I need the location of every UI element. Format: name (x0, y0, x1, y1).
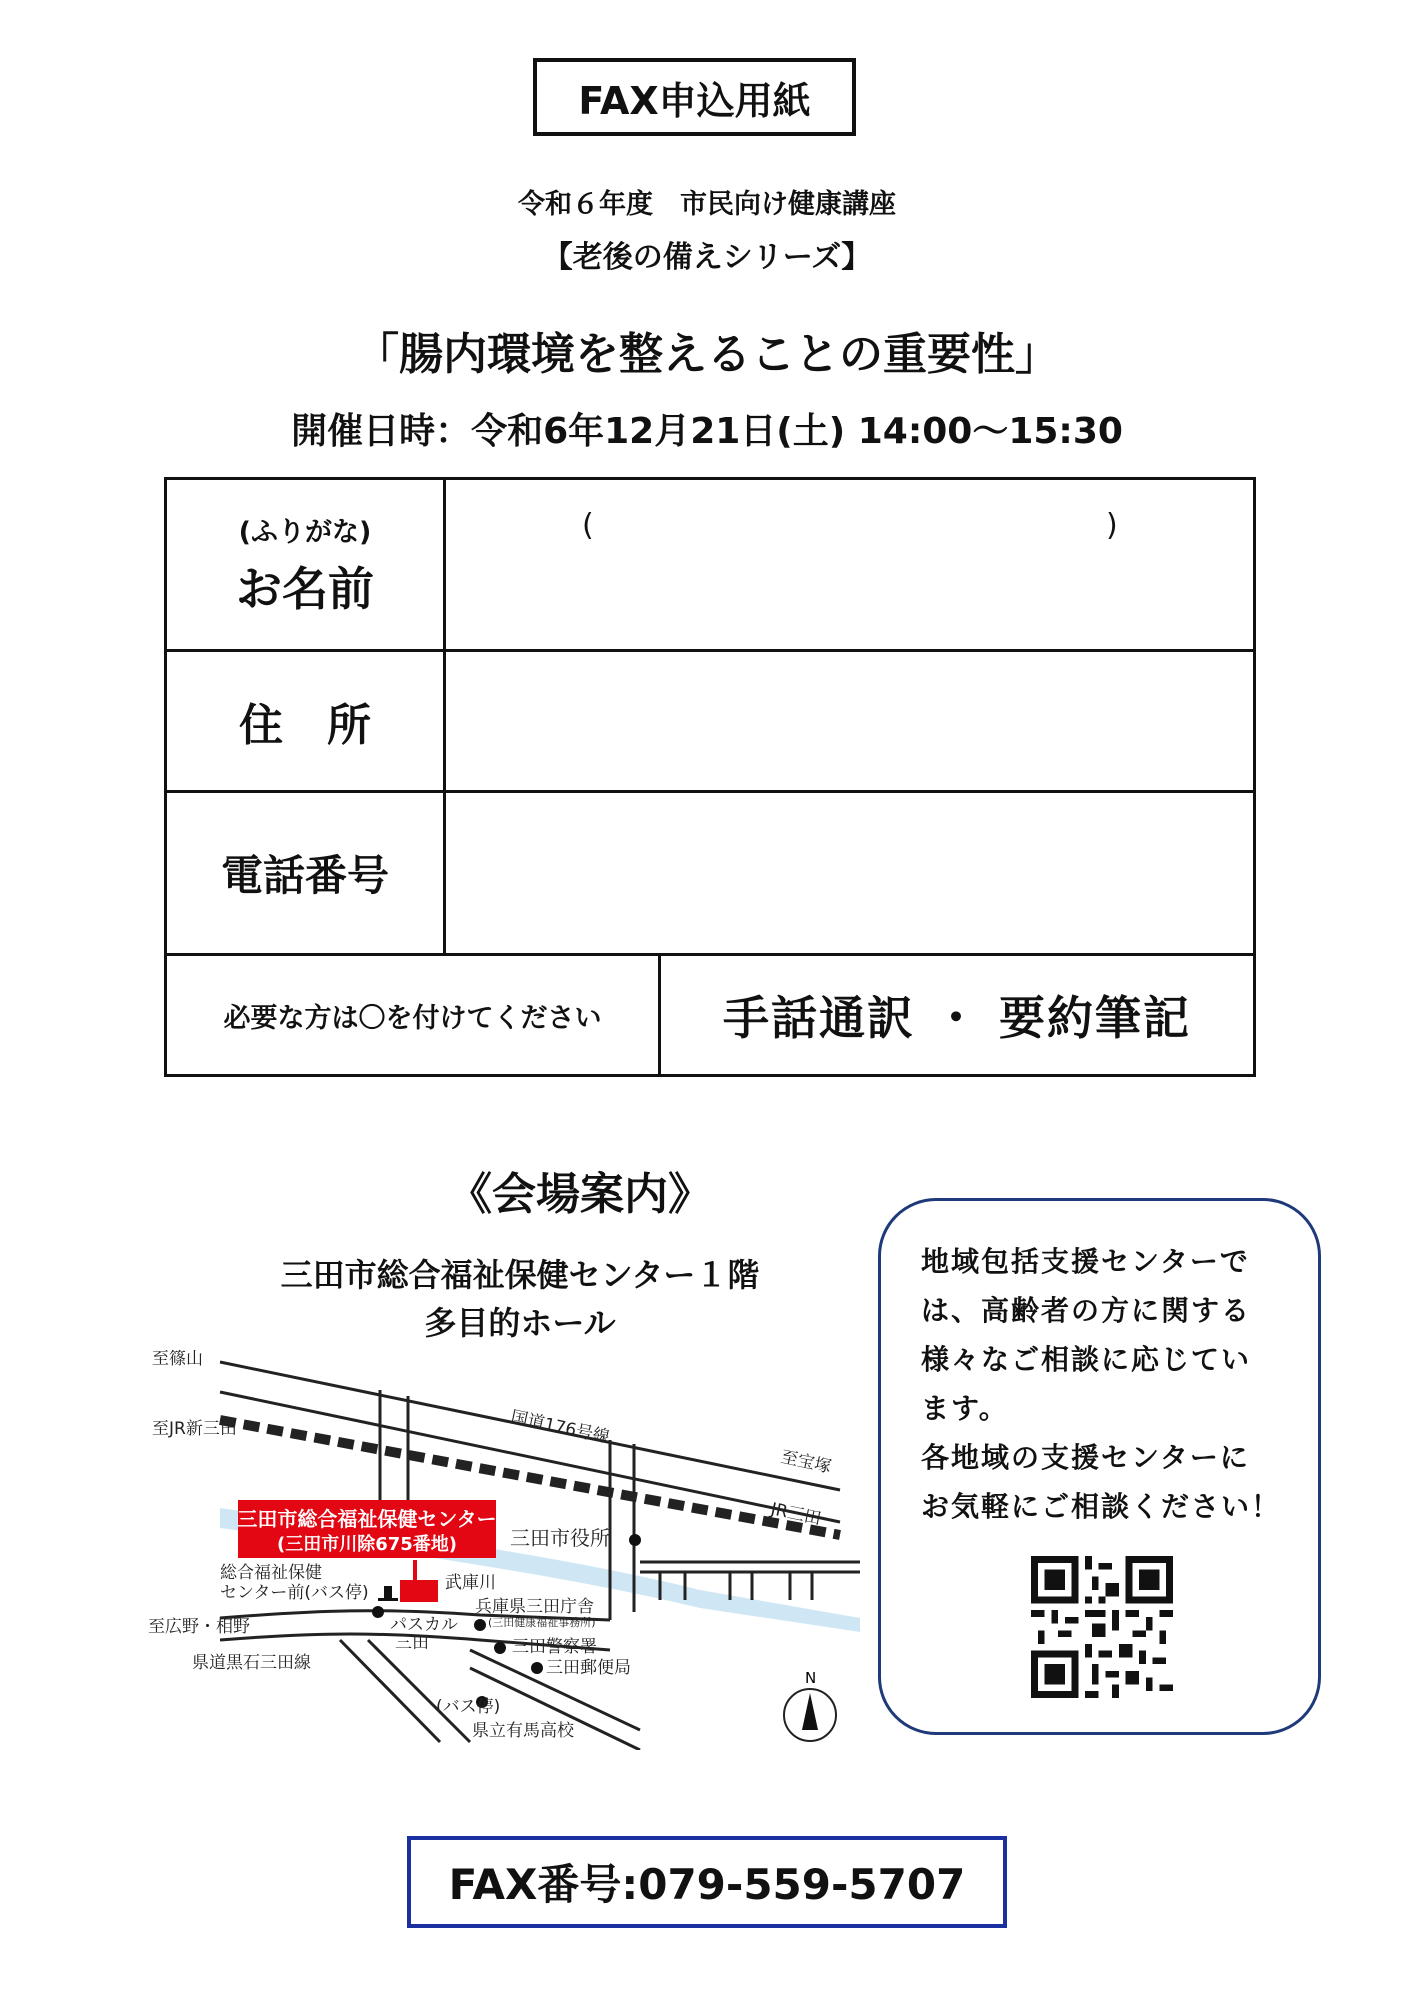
map-to-takarazuka: 至宝塚 (778, 1447, 834, 1478)
info-line: 各地域の支援センターに (921, 1441, 1250, 1474)
map-police: 三田警察署 (512, 1637, 597, 1657)
support-center-info-text (921, 1237, 1301, 1531)
map-route-kuroishi: 県道黒石三田線 (192, 1653, 311, 1673)
name-field[interactable] (443, 477, 1256, 652)
map-to-hirono: 至広野・相野 (148, 1617, 250, 1637)
furigana-label: (ふりがな) (238, 517, 372, 548)
venue-hall: 多目的ホール (424, 1304, 616, 1342)
map-pref-office-sub: (三田健康福祉事務所) (488, 1616, 596, 1629)
application-form (164, 477, 1256, 1077)
circle-instruction: 必要な方は〇を付けてください (164, 953, 661, 1077)
name-label: お名前 (236, 562, 374, 616)
address-field[interactable] (443, 649, 1256, 793)
map-route176: 国道176号線 (508, 1407, 612, 1448)
qr-code-icon[interactable] (1031, 1556, 1173, 1698)
info-line: お気軽にご相談ください！ (921, 1490, 1282, 1523)
map-bus-stop-line1: 総合福祉保健 (220, 1563, 322, 1583)
venue-marker (400, 1580, 438, 1602)
map-pref-office: 兵庫県三田庁舎 (475, 1597, 594, 1617)
name-label-cell (164, 477, 446, 652)
svg-text:N: N (805, 1669, 817, 1687)
map-center-name: 三田市総合福祉保健センター (237, 1507, 497, 1531)
info-line: ます。 (921, 1392, 1009, 1425)
assistance-options[interactable]: 手話通訳 ・ 要約筆記 (658, 953, 1256, 1077)
address-label: 住 所 (164, 649, 446, 793)
fax-number: FAX番号:079-559-5707 (407, 1836, 1007, 1928)
map-high-school: 県立有馬高校 (472, 1721, 574, 1741)
series-title: 【老後の備えシリーズ】 (542, 240, 872, 275)
venue-heading: 《会場案内》 (448, 1169, 712, 1220)
info-line: 様々なご相談に応じてい (921, 1343, 1252, 1376)
map-jr-sanda: JR三田 (768, 1499, 823, 1530)
north-compass-icon (784, 1669, 836, 1741)
venue-building: 三田市総合福祉保健センター１階 (280, 1256, 760, 1294)
event-date-time: 開催日時：令和6年12月21日(土) 14:00～15:30 (291, 411, 1123, 452)
lecture-title: 「腸内環境を整えることの重要性」 (355, 329, 1059, 380)
course-year-line: 令和６年度 市民向け健康講座 (518, 189, 896, 220)
map-bus-stop: (バス停) (436, 1697, 501, 1717)
map-pascal-sub: 三田 (395, 1633, 429, 1653)
map-bus-stop-line2: センター前(バス停) (220, 1583, 369, 1603)
map-center-address: (三田市川除675番地) (276, 1534, 458, 1555)
venue-map (140, 1350, 860, 1750)
map-post-office: 三田郵便局 (546, 1658, 631, 1678)
fax-form-title: FAX申込用紙 (533, 58, 856, 136)
furigana-open-paren: ( (582, 508, 594, 543)
info-line: は、高齢者の方に関する (921, 1294, 1252, 1327)
map-river: 武庫川 (445, 1573, 496, 1593)
map-to-sasayama: 至篠山 (152, 1350, 203, 1369)
map-city-hall: 三田市役所 (510, 1526, 610, 1550)
furigana-close-paren: ) (1106, 508, 1118, 543)
support-center-info-box (878, 1198, 1321, 1735)
phone-label: 電話番号 (164, 790, 446, 956)
phone-field[interactable] (443, 790, 1256, 956)
info-line: 地域包括支援センターで (921, 1245, 1250, 1278)
bus-stop-icon (378, 1586, 398, 1601)
map-pascal: パスカル (390, 1615, 458, 1635)
map-to-jr-shinsanda: 至JR新三田 (152, 1419, 237, 1439)
